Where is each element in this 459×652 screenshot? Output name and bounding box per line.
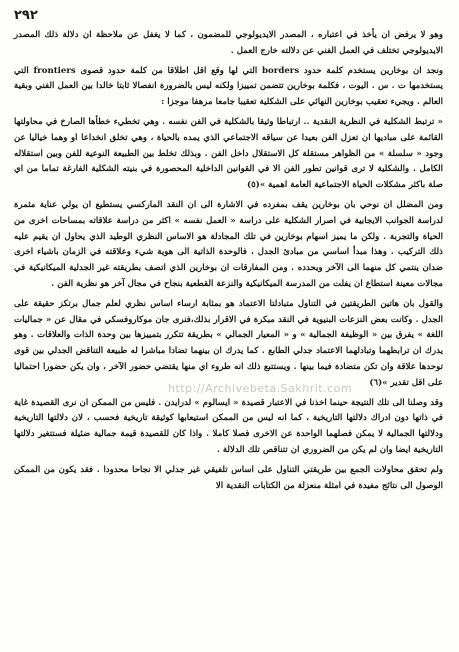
paragraph-2: ونجد ان بوخارين يستخدم كلمة حدود borders التي لها وقع اقل اطلاقا من كلمة حدود قصوى frontiers التي يستخدمها ت . س . اليوت ، فكلمة بوخارين تتضمن تمييزا ولكنه ليس بالضرورة انفصالا ثابتا خالدا بين العمل الفني وبقية العالم . ويجيء تعقيب بوخارين النهائي على الشكلية تعقيبا جامعا مرهفا موجزا : xyxy=(14,65,443,108)
paragraph-4: ومن المضلل ان نوحي بان بوخارين يقف بمفرده في الاشارة الى ان النقد الماركسي يستطيع ان يولي عناية مثمرة لدراسة الجوانب الايجابية في اصرار الشكلية على دراسة « العمل نفسه » اكثر من دراسة علاقاته بمساحات اخرى من الحياة والتجربة . ولكن ما يميز اسهام بوخارين في تلك المجادلة هو الاساس النظري الوطيد الذي يحاول ان يقيم عليه ذلك التركيب . وهذا مبدأ اساسي من مبادئ الجدل ، فالوحدة الذاتية الى هوية شيء وعلاقته في الزمان باشياء اخرى ضدان ينتمي كل منهما الى الآخر ويحدده . ومن المفارقات ان بوخارين الذي اتصف بطريقته غير الجدلية الميكانيكية في مجالات معينة استطاع ان يفلت من المدرسة الميكانيكية والنزعة القطعية بنجاح في مجال آخر هو نظرية الفن . xyxy=(14,199,443,289)
quoted-paragraph: « ترتبط الشكلية في النظرية النقدية .. ارتباطا وثيقا بالشكلية في الفن نفسه . وهي تخطيء خطأها الصارخ في محاولتها القائمة على مباديها ان تعزل الفن بعيدا عن سياقه الاجتماعي الذي يمده بالحياة ، وهي تخلق انخداعا او وهما خياليا عن وجود « سلسلة » من الظواهر مستقلة كل الاستقلال داخل الفن . وبذلك تخلط بين الطبيعة النوعية للفن وبين استقلاله الكامل . والشكلية لا ترى قوانين تطور الفن الا في القوانين الداخلية المحصورة في بنيته الشكلية الفارغة تماما من اي صلة باكثر مشكلات الحياة الاجتماعية العامة اهمية »(٥) xyxy=(14,116,443,191)
page-number: ٢٩٢ xyxy=(14,8,38,23)
paragraph-7: ولم تحقق محاولات الجمع بين طريقتي التناول على اساس تلفيقي غير جدلي الا نجاحا محدودا . فقد يكون من الممكن الوصول الى نتائج مفيدة في امثلة منعزلة من الكتابات النقدية الا xyxy=(14,464,443,491)
paragraph-6: وقد وصلنا الى تلك النتيجة حينما اخذنا في الاعتبار قصيدة « ايسالوم » لدرايدن . فليس من الممكن ان نرى القصيدة غاية في ذاتها دون ادراك دلالتها التاريخية ، كما انه ليس من الممكن استيعابها كوثيقة تاريخية فحسب ، لان دلالتها التاريخية ودلالتها الجمالية لا يمكن فصلهما الواحدة عن الاخرى فصلا كاملا . واذا كان للقصيدة قيمة جمالية ضئيلة فستتغير دلالتها التاريخية ايضا وان لم يكن من الضروري ان تتناقص تلك الدلالة . xyxy=(14,397,443,455)
paragraph-1: وهو لا يرفض ان يأخذ في اعتباره ، المصدر الايديولوجي للمضمون ، كما لا يغفل عن ملاحظة ان دلالة ذلك المصدر الايديولوجي تختلف في العمل الفني عن دلالته خارج العمل . xyxy=(14,30,443,56)
paragraph-5: والقول بان هاتين الطريقتين في التناول متبادلتا الاعتماد هو بمثابة ارساء اساس نظري لعلم جمال برتكز حقيقة على الجدل . وكانت بعض النزعات البنيوية في النقد مبكرة في الاقرار بذلك،فنرى جان موكاروفسكي في مقال عن « جماليات اللغة » يفرق بين « الوظيفة الجمالية » و « المعيار الجمالي » بطريقة تتكرر بتمييزها بين وحدة الذات والعلاقات . وهو يدرك ان ترابطهما وتبادلهما الاعتماد جدلي الطابع . كما يدرك ان بينهما تضادا مباشرا له طبيعة التناقض الجدلي بين قوى توحدها علاقة وان تكن متضادة فيما بينها . ويستتبع ذلك انه طروء اي منها يقتضي حضور الآخر ، وان يكن حضورا احتماليا على اقل تقدير »(٦) xyxy=(14,298,443,388)
page-body xyxy=(14,28,443,498)
archive-watermark: http://Archivebeta.Sakhrit.com xyxy=(168,382,353,395)
